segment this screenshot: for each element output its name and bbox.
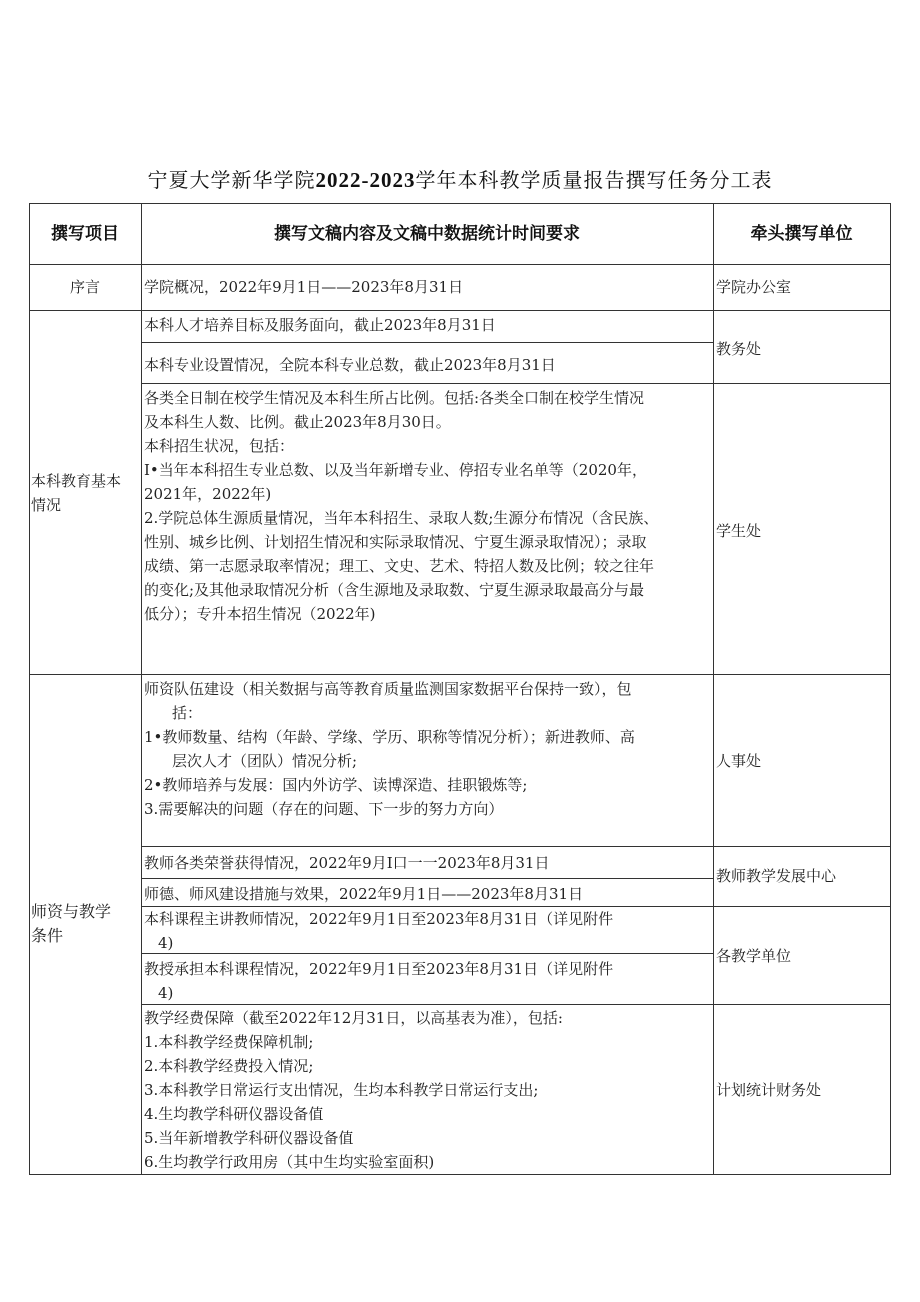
table-rule xyxy=(29,310,891,311)
unit-finance: 计划统计财务处 xyxy=(716,1081,822,1099)
preface-project: 序言 xyxy=(69,278,100,296)
table-rule xyxy=(29,674,891,675)
unit-xsc: 学生处 xyxy=(716,522,762,540)
text-line: 教学经费保障（截至2022年12月31日，以高基表为准），包括: xyxy=(144,1009,563,1027)
text-line: 2.本科教学经费投入情况; xyxy=(144,1057,314,1075)
table-rule xyxy=(141,878,713,879)
text-line: 3.本科教学日常运行支出情况，生均本科教学日常运行支出; xyxy=(144,1081,539,1099)
basic-row-talent: 本科人才培养目标及服务面向，截止2023年8月31日 xyxy=(144,316,496,334)
title-school: 宁夏大学新华学院 xyxy=(147,168,316,192)
text-line: 低分）；专升本招生情况（2022年) xyxy=(144,605,376,623)
text-line: 4) xyxy=(158,934,174,952)
unit-each: 各教学单位 xyxy=(716,947,792,965)
table-rule xyxy=(141,203,142,1175)
text-line: 1.本科教学经费保障机制; xyxy=(144,1033,314,1051)
text-line: 2•教师培养与发展：国内外访学、读博深造、挂职锻炼等; xyxy=(144,776,528,794)
page-title xyxy=(0,164,920,193)
text-line: 5.当年新增教学科研仪器设备值 xyxy=(144,1129,354,1147)
teachers-professor xyxy=(144,957,613,1005)
text-line: 2021年，2022年) xyxy=(144,485,272,503)
table-rule xyxy=(29,264,891,265)
header-project: 撰写项目 xyxy=(51,224,119,244)
table-rule xyxy=(29,203,30,1175)
header-unit: 牵头撰写单位 xyxy=(750,224,853,244)
basic-project-line: 情况 xyxy=(31,496,62,514)
text-line: 成绩、第一志愿录取率情况；理工、文史、艺术、特招人数及比例；较之往年 xyxy=(144,557,655,575)
teachers-project xyxy=(31,900,111,948)
text-line: 层次人才（团队）情况分析; xyxy=(172,752,358,770)
teachers-team-text xyxy=(144,677,635,821)
teachers-lecturer xyxy=(144,907,613,955)
text-line: 4.生均教学科研仪器设备值 xyxy=(144,1105,324,1123)
preface-unit: 学院办公室 xyxy=(716,278,792,296)
text-line: 括： xyxy=(172,704,203,722)
text-line: 1•教师数量、结构（年龄、学缘、学历、职称等情况分析）；新进教师、高 xyxy=(144,728,635,746)
title-rest: 学年本科教学质量报告撰写任务分工表 xyxy=(415,168,773,192)
title-years: 2022-2023 xyxy=(315,168,416,192)
text-line: 本科课程主讲教师情况，2022年9月1日至2023年8月31日（详见附件 xyxy=(144,910,614,928)
text-line: I•当年本科招生专业总数、以及当年新增专业、停招专业名单等（2020年， xyxy=(144,461,647,479)
basic-students-text xyxy=(144,386,658,626)
table-rule xyxy=(29,1174,891,1175)
table-rule xyxy=(141,383,891,384)
table-rule xyxy=(890,203,891,1175)
basic-project-line: 本科教育基本 xyxy=(31,472,122,490)
text-line: 各类全日制在校学生情况及本科生所占比例。包括:各类全口制在校学生情况 xyxy=(144,389,645,407)
teachers-ethics: 师德、师风建设措施与效果，2022年9月1日——2023年8月31日 xyxy=(144,885,584,903)
table-rule xyxy=(141,342,713,343)
unit-fzzx: 教师教学发展中心 xyxy=(716,867,837,885)
text-line: 6.生均教学行政用房（其中生均实验室面积) xyxy=(144,1153,435,1171)
header-content: 撰写文稿内容及文稿中数据统计时间要求 xyxy=(274,224,580,244)
table-rule xyxy=(141,846,891,847)
basic-row-majors: 本科专业设置情况，全院本科专业总数，截止2023年8月31日 xyxy=(144,356,556,374)
table-rule xyxy=(29,203,891,204)
basic-project xyxy=(31,469,121,517)
table-rule xyxy=(713,203,714,1175)
text-line: 及本科生人数、比例。截止2023年8月30日。 xyxy=(144,413,451,431)
text-line: 2.学院总体生源质量情况，当年本科招生、录取人数;生源分布情况（含民族、 xyxy=(144,509,659,527)
teachers-project-line: 师资与教学 xyxy=(31,902,112,921)
preface-content: 学院概况，2022年9月1日——2023年8月31日 xyxy=(144,278,464,296)
text-line: 性别、城乡比例、计划招生情况和实际录取情况、宁夏生源录取情况）；录取 xyxy=(144,533,647,551)
unit-jwc: 教务处 xyxy=(716,340,762,358)
teachers-funding xyxy=(144,1006,563,1174)
text-line: 本科招生状况，包括： xyxy=(144,437,295,455)
teachers-honor: 教师各类荣誉获得情况，2022年9月I口一一2023年8月31日 xyxy=(144,854,550,872)
text-line: 的变化;及其他录取情况分析（含生源地及录取数、宁夏生源录取最高分与最 xyxy=(144,581,645,599)
unit-rsc: 人事处 xyxy=(716,752,762,770)
text-line: 教授承担本科课程情况，2022年9月1日至2023年8月31日（详见附件 xyxy=(144,960,614,978)
text-line: 师资队伍建设（相关数据与高等教育质量监测国家数据平台保持一致），包 xyxy=(144,680,632,698)
text-line: 4) xyxy=(158,984,174,1002)
text-line: 3.需要解决的问题（存在的问题、下一步的努力方向） xyxy=(144,800,504,818)
teachers-project-line: 条件 xyxy=(31,926,64,945)
